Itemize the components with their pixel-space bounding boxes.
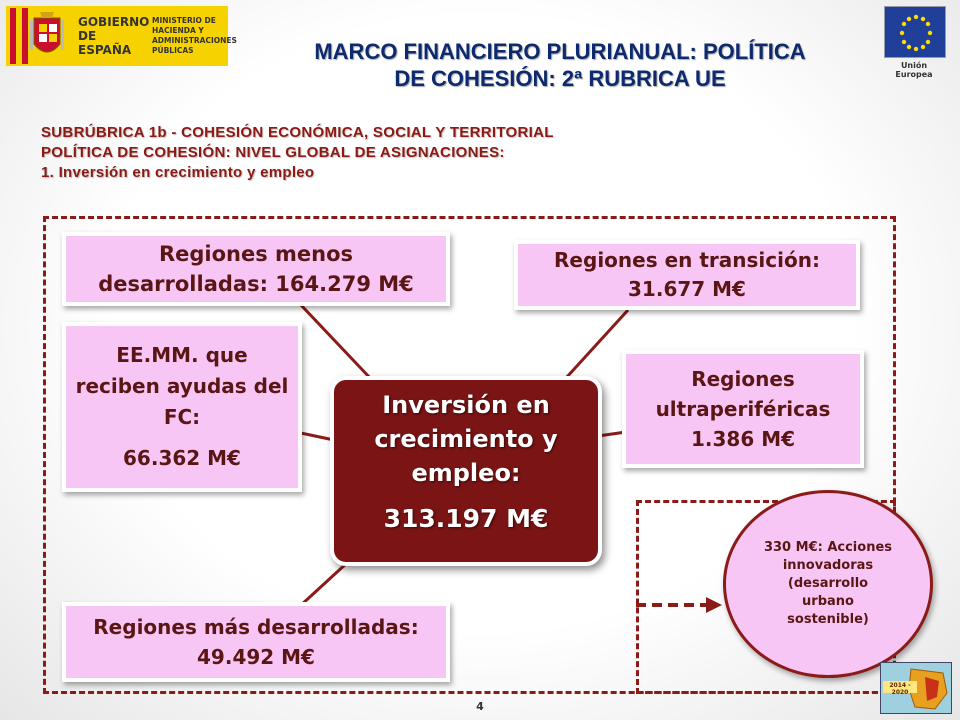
subtitle-subrubrica: SUBRÚBRICA 1b - COHESIÓN ECONÓMICA, SOCIAL Y TERRITORIAL <box>41 124 554 141</box>
box-regiones-transicion <box>514 240 860 310</box>
innovative-actions-circle <box>723 490 933 678</box>
ministry-name: MINISTERIO DE HACIENDA Y ADMINISTRACIONES PÚBLICAS <box>152 16 237 55</box>
government-name: GOBIERNO DE ESPAÑA <box>78 15 150 57</box>
eu-label: Unión Europea <box>895 61 933 79</box>
box-ee-mm-fc-value: 66.362 M€ <box>123 446 241 470</box>
box-ee-mm-fc <box>62 322 302 492</box>
period-label: 2014 - 2020 <box>889 682 911 696</box>
box-regiones-menos-desarrolladas <box>62 232 450 306</box>
subtitle-inversion: 1. Inversión en crecimiento y empleo <box>41 164 315 181</box>
center-inversion-box <box>330 376 602 566</box>
title-line-1: MARCO FINANCIERO PLURIANUAL: POLÍTICA <box>314 39 806 64</box>
subtitle-politica: POLÍTICA DE COHESIÓN: NIVEL GLOBAL DE ASIGNACIONES: <box>41 144 505 161</box>
innovative-actions-text: 330 M€: Acciones innovadoras (desarrollo urbano sostenible) <box>763 540 893 627</box>
center-label: Inversión en crecimiento y empleo: <box>374 391 558 487</box>
page-number: 4 <box>476 700 484 713</box>
connector-mas <box>300 562 348 606</box>
box-ee-mm-fc-label: EE.MM. que reciben ayudas del FC: <box>75 343 289 429</box>
box-regiones-ultraperifericas <box>622 350 864 468</box>
box-regiones-mas-desarrolladas <box>62 602 450 682</box>
box-regiones-ultraperifericas-text: Regiones ultraperiféricas 1.386 M€ <box>655 367 831 451</box>
title-line-2: DE COHESIÓN: 2ª RUBRICA UE <box>394 66 726 91</box>
period-2014-2020-logo <box>880 662 952 714</box>
box-regiones-transicion-text: Regiones en transición: 31.677 M€ <box>554 248 820 301</box>
box-regiones-menos-desarrolladas-text: Regiones menos desarrolladas: 164.279 M€ <box>98 242 414 296</box>
arrow-head-icon <box>706 597 722 613</box>
box-regiones-mas-desarrolladas-text: Regiones más desarrolladas: 49.492 M€ <box>93 615 419 669</box>
connector-menos <box>300 304 372 380</box>
connector-transicion <box>566 310 628 378</box>
center-value: 313.197 M€ <box>383 504 549 533</box>
